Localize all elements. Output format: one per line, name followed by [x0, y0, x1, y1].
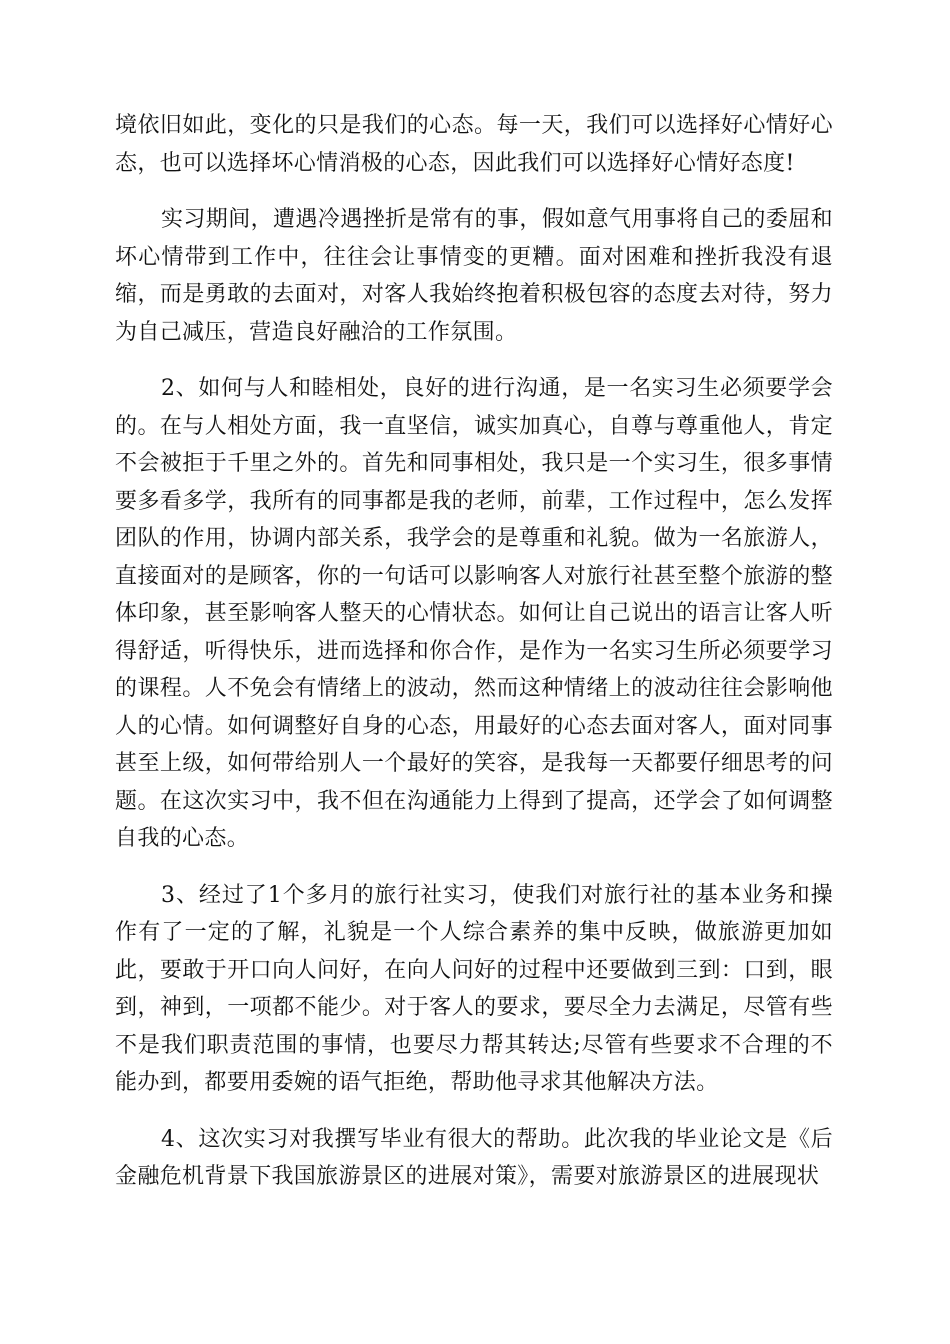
paragraph-etiquette: 3、经过了1个多月的旅行社实习，使我们对旅行社的基本业务和操作有了一定的了解，礼貌是一个人综合素养的集中反映，做旅游更加如此，要敢于开口向人问好，在向人问好的过程中还要做到三到：口到，眼到，神到，一项都不能少。对于客人的要求，要尽全力去满足，尽管有些不是我们职责范围的事情，也要尽力帮其转达;尽管有些要求不合理的不能办到，都要用委婉的语气拒绝，帮助他寻求其他解决方法。	[115, 882, 833, 1095]
paragraph-continuation: 境依旧如此，变化的只是我们的心态。每一天，我们可以选择好心情好心态，也可以选择坏心情消极的心态，因此我们可以选择好心情好态度!	[115, 113, 833, 176]
paragraph-thesis: 4、这次实习对我撰写毕业有很大的帮助。此次我的毕业论文是《后金融危机背景下我国旅游景区的进展对策》，需要对旅游景区的进展现状	[115, 1126, 833, 1189]
paragraph-communication: 2、如何与人和睦相处，良好的进行沟通，是一名实习生必须要学会的。在与人相处方面，我一直坚信，诚实加真心，自尊与尊重他人，肯定不会被拒于千里之外的。首先和同事相处，我只是一个实习生，很多事情要多看多学，我所有的同事都是我的老师，前辈，工作过程中，怎么发挥团队的作用，协调内部关系，我学会的是尊重和礼貌。做为一名旅游人，直接面对的是顾客，你的一句话可以影响客人对旅行社甚至整个旅游的整体印象，甚至影响客人整天的心情状态。如何让自己说出的语言让客人听得舒适，听得快乐，进而选择和你合作，是作为一名实习生所必须要学习的课程。人不免会有情绪上的波动，然而这种情绪上的波动往往会影响他人的心情。如何调整好自身的心态，用最好的心态去面对客人，面对同事甚至上级，如何带给别人一个最好的笑容，是我每一天都要仔细思考的问题。在这次实习中，我不但在沟通能力上得到了提高，还学会了如何调整自我的心态。	[115, 376, 833, 851]
paragraph-internship-setbacks: 实习期间，遭遇冷遇挫折是常有的事，假如意气用事将自己的委屈和坏心情带到工作中，往往会让事情变的更糟。面对困难和挫折我没有退缩，而是勇敢的去面对，对客人我始终抱着积极包容的态度去对待，努力为自己减压，营造良好融洽的工作氛围。	[115, 207, 833, 345]
document-body	[115, 107, 833, 1215]
